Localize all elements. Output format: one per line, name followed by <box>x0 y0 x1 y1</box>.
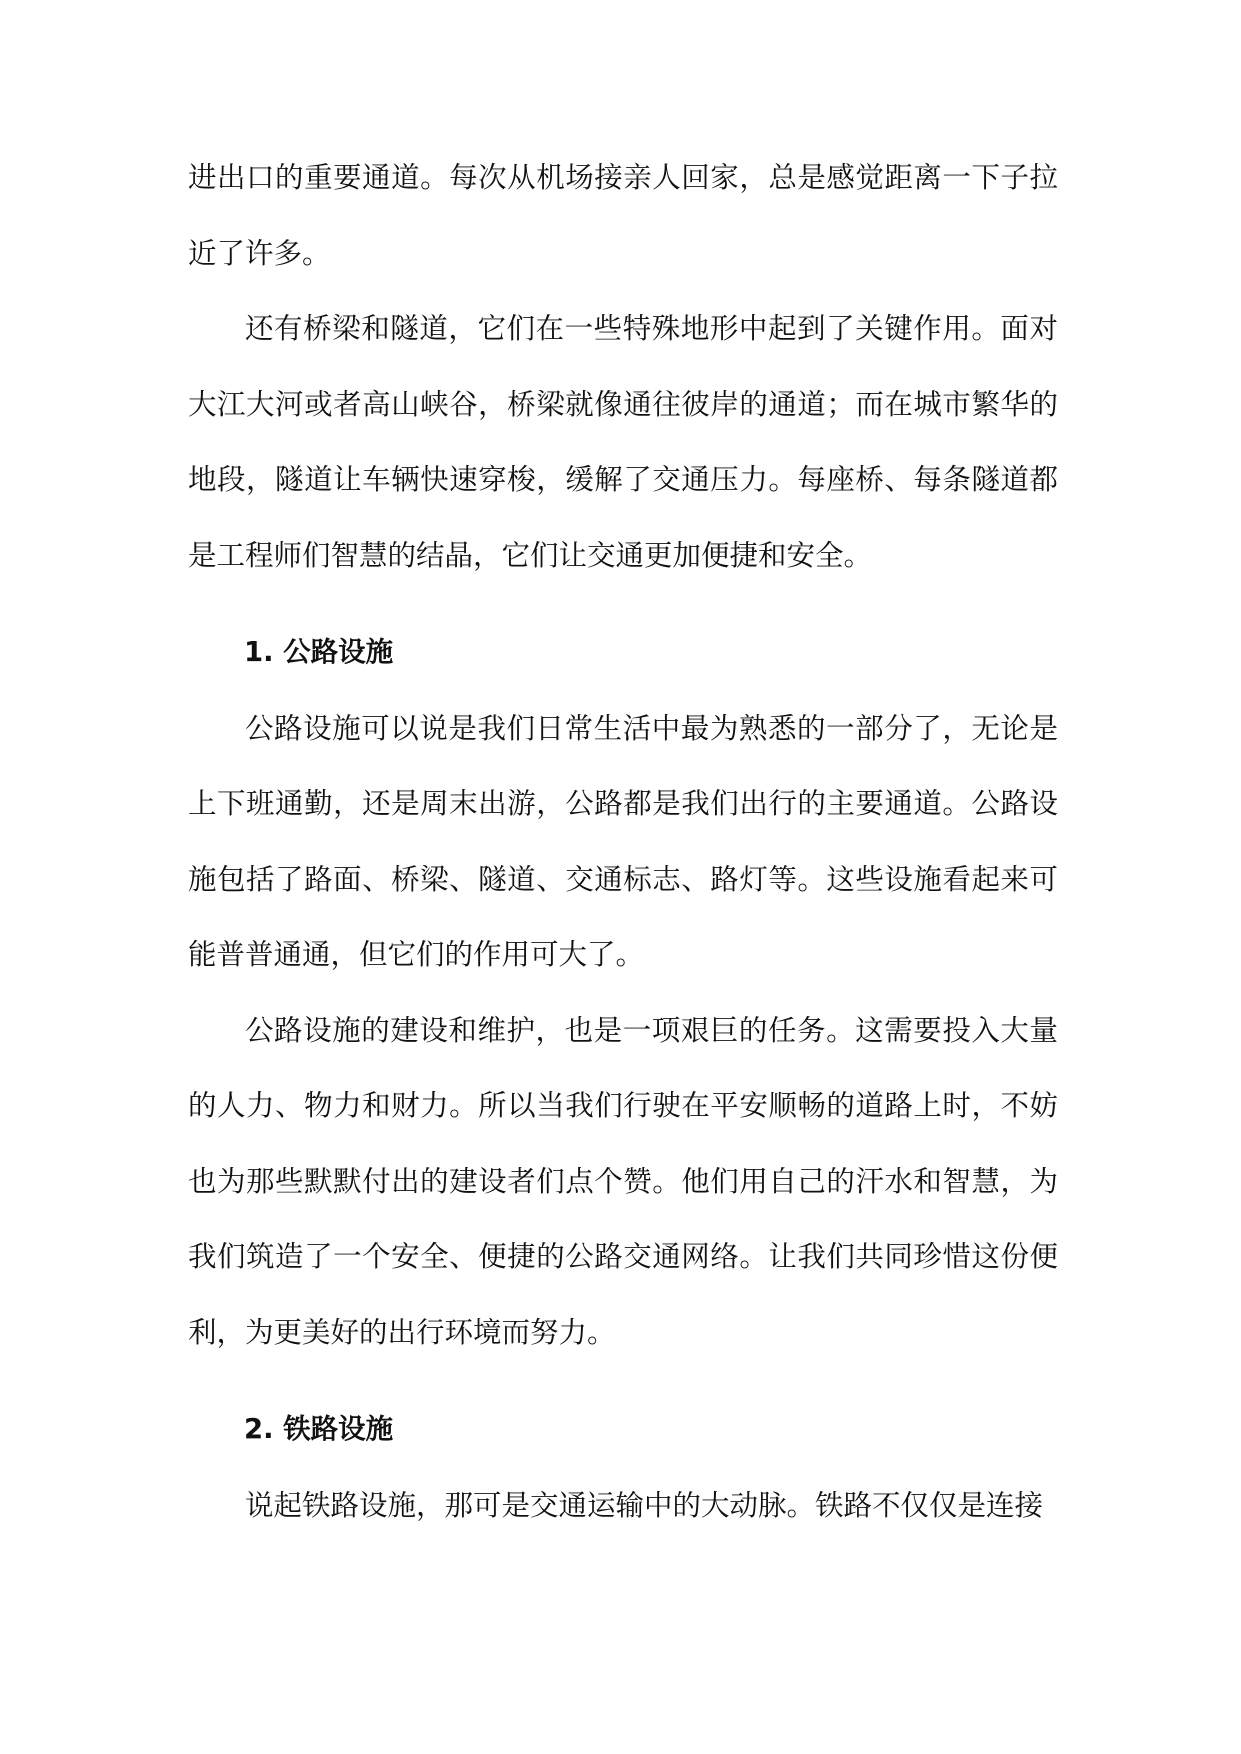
paragraph-highway-maintenance: 公路设施的建设和维护，也是一项艰巨的任务。这需要投入大量的人力、物力和财力。所以当我们行驶在平安顺畅的道路上时，不妨也为那些默默付出的建设者们点个赞。他们用自己的汗水和智慧，为我们筑造了一个安全、便捷的公路交通网络。让我们共同珍惜这份便利，为更美好的出行环境而努力。 <box>188 1013 1058 1349</box>
paragraph-airport-continuation: 进出口的重要通道。每次从机场接亲人回家，总是感觉距离一下子拉近了许多。 <box>188 161 1058 270</box>
paragraph-bridges-tunnels: 还有桥梁和隧道，它们在一些特殊地形中起到了关键作用。面对大江大河或者高山峡谷，桥梁就像通往彼岸的通道；而在城市繁华的地段，隧道让车辆快速穿梭，缓解了交通压力。每座桥、每条隧道都是工程师们智慧的结晶，它们让交通更加便捷和安全。 <box>188 312 1058 572</box>
document-body <box>188 140 1058 1543</box>
section-spacer <box>188 1370 1058 1392</box>
section-heading-railway: 2. 铁路设施 <box>244 1413 394 1445</box>
paragraph-highway-intro: 公路设施可以说是我们日常生活中最为熟悉的一部分了，无论是上下班通勤，还是周末出游，公路都是我们出行的主要通道。公路设施包括了路面、桥梁、隧道、交通标志、路灯等。这些设施看起来可能普普通通，但它们的作用可大了。 <box>188 711 1058 971</box>
paragraph-railway-intro: 说起铁路设施，那可是交通运输中的大动脉。铁路不仅仅是连接 <box>245 1488 1044 1522</box>
section-spacer <box>188 593 1058 615</box>
section-heading-highway: 1. 公路设施 <box>244 636 394 668</box>
